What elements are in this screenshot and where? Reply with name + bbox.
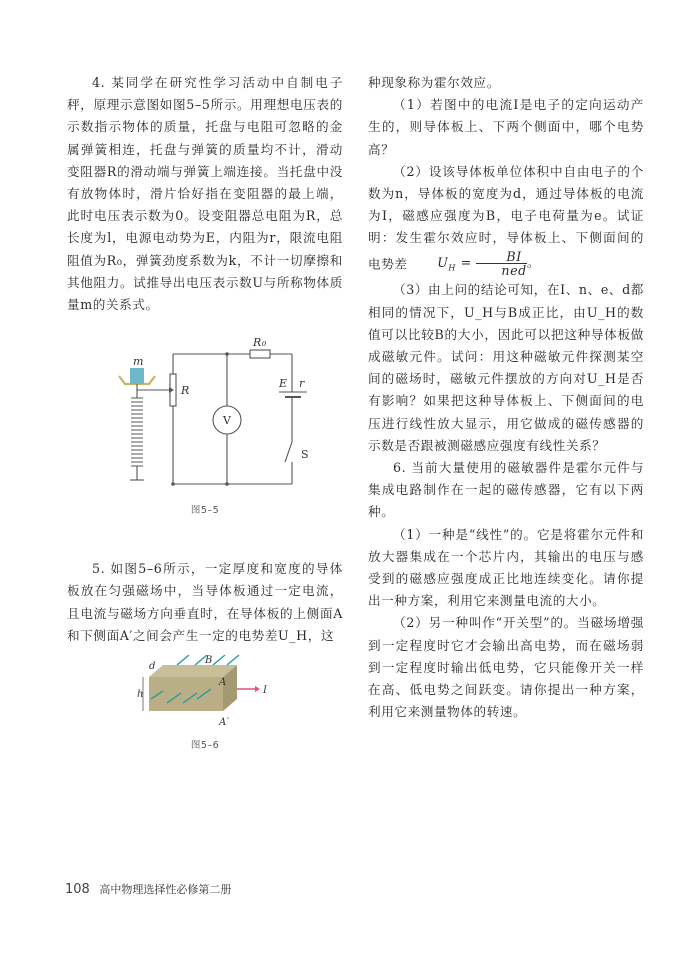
hall-effect-continuation: 种现象称为霍尔效应。 [368, 75, 500, 90]
page-footer [65, 881, 231, 897]
page-number: 108 [65, 882, 90, 897]
question-5-2-text: （2）设该导体板单位体积中自由电子的个数为n，导体板的宽度为d，通过导体板的电流为I，磁感应强度为B，电子电荷量为e。试证明：发生霍尔效应时，导体板上、下侧面间的电势差 [368, 163, 644, 271]
problem-4-text: 4. 某同学在研究性学习活动中自制电子秤，原理示意图如图5–5所示。用理想电压表的示数指示物体的质量，托盘与电阻可忽略的金属弹簧相连，托盘与弹簧的质量均不计，滑动变阻器R的滑动端与弹簧上端连接。当托盘中没有放物体时，滑片恰好指在变阻器的最上端，此时电压表示数为0。设变阻器总电阻为R，总长度为l，电源电动势为E，内阻为r，限流电阻阻值为R₀，弹簧劲度系数为k，不计一切摩擦和其他阻力。试推导出电压表示数U与所称物体质量m的关系式。 [67, 75, 343, 313]
hall-plate-diagram [67, 655, 343, 735]
problem-6-text: 6. 当前大量使用的磁敏器件是霍尔元件与集成电路制作在一起的磁传感器，它有以下两种。 [368, 459, 644, 520]
figure-5-5 [67, 334, 343, 552]
label-V: V [223, 414, 232, 428]
label-h: h [137, 689, 145, 701]
label-A-prime: A′ [219, 717, 230, 729]
label-R0: R₀ [253, 336, 267, 350]
left-column [67, 72, 343, 755]
figure-5-6 [67, 655, 343, 755]
right-column [368, 72, 644, 723]
figure-5-5-caption: 图5–5 [190, 505, 220, 517]
problem-5-text: 5. 如图5–6所示，一定厚度和宽度的导体板放在匀强磁场中，当导体板通过一定电流，且电流与磁场方向垂直时，在导体板的上侧面A和下侧面A′之间会产生一定的电势差U_H，这 [67, 561, 343, 643]
label-I: I [263, 685, 268, 697]
label-A: A [219, 677, 227, 689]
question-5-1: （1）若图中的电流I是电子的定向运动产生的，则导体板上、下两个侧面中，哪个电势高？ [368, 97, 644, 157]
question-6-1: （1）一种是“线性”的。它是将霍尔元件和放大器集成在一个芯片内，其输出的电压与感受到的磁感应强度成正比地连续变化。请你提出一种方案，利用它来测量电流的大小。 [368, 526, 644, 609]
label-m: m [133, 355, 145, 369]
label-E: E [279, 377, 288, 391]
label-B: B [205, 655, 213, 667]
circuit-diagram [67, 334, 343, 524]
book-title: 高中物理选择性必修第二册 [99, 883, 232, 896]
label-r: r [299, 377, 305, 391]
mass-block [130, 368, 144, 384]
question-6-2: （2）另一种叫作“开关型”的。当磁场增强到一定程度时它才会输出高电势，而在磁场弱到一定程度时输出低电势，它只能像开关一样在高、低电势之间跃变。请你提出一种方案，利用它来测量物体的转速。 [368, 615, 644, 720]
figure-5-6-caption: 图5–6 [190, 740, 220, 752]
question-5-3: （3）由上问的结论可知，在I、n、e、d都相同的情况下，U_H与B成正比，由U_H的数值可以比较B的大小，因此可以把这种导体板做成磁敏元件。试问：用这种磁敏元件探测某空间的磁场时，磁敏元件摆放的方向对U_H是否有影响？如果把这种导体板上、下侧面间的电压进行线性放大显示，用它做成的磁传感器的示数是否跟被测磁感应强度有线性关系？ [368, 282, 644, 453]
label-d: d [149, 661, 157, 673]
spring-icon [131, 398, 143, 466]
question-5-2 [368, 161, 644, 280]
hall-voltage-formula: $U_H$ = BI ned 。 [437, 248, 540, 278]
label-S: S [301, 448, 310, 462]
label-R: R [181, 384, 190, 398]
